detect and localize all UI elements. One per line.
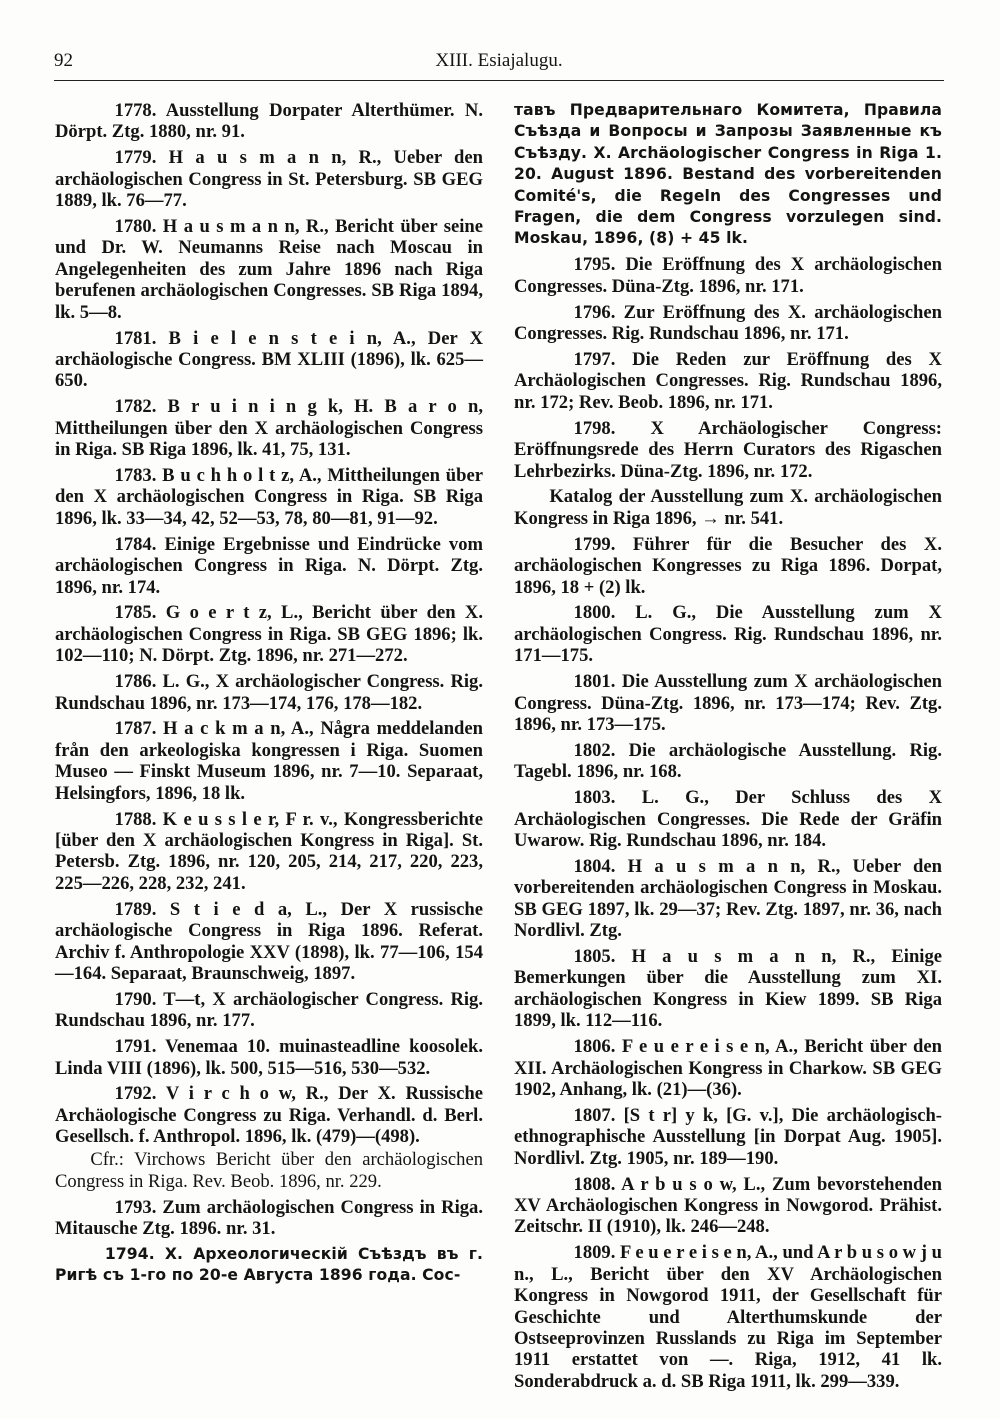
bib-entry-1788: 1788. K e u s s l e r, F r. v., Kongressberichte [über den X archäologischen Kongress in Riga]. St. Petersb. Ztg. 1896, nr. 120, 205, 214, 217, 220, 223, 225—226, 228, 232, 241.: [55, 808, 483, 894]
left-column: [55, 100, 483, 1291]
bib-entry-1796: 1796. Zur Eröffnung des X. archäologischen Congresses. Rig. Rundschau 1896, nr. 171.: [514, 301, 942, 345]
bib-entry-1792: 1792. V i r c h o w, R., Der X. Russische Archäologische Congress zu Riga. Verhandl. d. Berl. Gesellsch. f. Anthropol. 1896, lk. (479)—(498).: [55, 1083, 483, 1148]
bib-entry-1803: 1803. L. G., Der Schluss des X Archäologischen Congresses. Die Rede der Gräfin Uwarow. Rig. Rundschau 1896, nr. 184.: [514, 787, 942, 851]
bib-entry-1804: 1804. H a u s m a n n, R., Ueber den vorbereitenden archäologischen Congress in Moskau. SB GEG 1897, lk. 29—37; Rev. Ztg. 1897, nr. 36, nach Nordlivl. Ztg.: [514, 855, 942, 942]
bib-entry-1787: 1787. H a c k m a n, A., Några meddelanden från den arkeologiska kongressen i Riga. Suomen Museo — Finskt Museum 1896, nr. 7—10. Separaat, Helsingfors, 1896, 18 lk.: [55, 718, 483, 804]
bib-entry-1789: 1789. S t i e d a, L., Der X russische archäologische Congress in Riga 1896. Referat. Archiv f. Anthropologie XXV (1898), lk. 77—106, 154—164. Separaat, Braunschweig, 1897.: [55, 898, 483, 984]
bib-entry-1785: 1785. G o e r t z, L., Bericht über den X. archäologischen Congress in Riga. SB GEG 1896; lk. 102—110; N. Dörpt. Ztg. 1896, nr. 271—272.: [55, 602, 483, 667]
bib-entry-1781: 1781. B i e l e n s t e i n, A., Der X archäologische Congress. BM XLIII (1896), lk. 625—650.: [55, 327, 483, 392]
bib-entry-1807: 1807. [S t r] y k, [G. v.], Die archäologisch-ethnographische Ausstellung [in Dorpat Aug. 1905]. Nordlivl. Ztg. 1905, nr. 189—190.: [514, 1104, 942, 1169]
bib-entry-1780: 1780. H a u s m a n n, R., Bericht über seine und Dr. W. Neumanns Reise nach Moscau in Angelegenheiten des zum Jahre 1896 nach Riga berufenen archäologischen Congresses. SB Riga 1894, lk. 5—8.: [55, 216, 483, 323]
bib-entry-1791: 1791. Venemaa 10. muinasteadline koosolek. Linda VIII (1896), lk. 500, 515—516, 530—532.: [55, 1036, 483, 1079]
bib-entry-1798: 1798. X Archäologischer Congress: Eröffnungsrede des Herrn Curators des Rigaschen Lehrbezirks. Düna-Ztg. 1896, nr. 172.: [514, 417, 942, 482]
bib-entry-1782: 1782. B r u i n i n g k, H. B a r o n, Mittheilungen über den X archäologischen Congress in Riga. SB Riga 1896, lk. 41, 75, 131.: [55, 396, 483, 461]
page-number: 92: [54, 50, 73, 71]
bib-entry-1778: 1778. Ausstellung Dorpater Alterthümer. N. Dörpt. Ztg. 1880, nr. 91.: [55, 100, 483, 143]
bib-entry-1799: 1799. Führer für die Besucher des X. archäologischen Kongresses zu Riga 1896. Dorpat, 1896, 18 + (2) lk.: [514, 533, 942, 598]
bib-entry-1797: 1797. Die Reden zur Eröffnung des X Archäologischen Congresses. Rig. Rundschau 1896, nr. 172; Rev. Beob. 1896, nr. 171.: [514, 348, 942, 413]
bib-entry-1808: 1808. A r b u s o w, L., Zum bevorstehenden XV Archäologischen Kongress in Nowgorod. Prähist. Zeitschr. II (1910), lk. 246—248.: [514, 1173, 942, 1238]
bib-entry-1801: 1801. Die Ausstellung zum X archäologischen Congress. Düna-Ztg. 1896, nr. 173—174; Rev. Ztg. 1896, nr. 173—175.: [514, 671, 942, 735]
bib-entry-1802: 1802. Die archäologische Ausstellung. Rig. Tagebl. 1896, nr. 168.: [514, 739, 942, 783]
catalog-cross-reference: Katalog der Ausstellung zum X. archäologischen Kongress in Riga 1896, → nr. 541.: [514, 486, 942, 529]
running-head: XIII. Esiajalugu.: [435, 50, 563, 71]
bib-entry-1790: 1790. T—t, X archäologischer Congress. Rig. Rundschau 1896, nr. 177.: [55, 988, 483, 1032]
page-header: [54, 40, 944, 80]
bib-entry-1786: 1786. L. G., X archäologischer Congress. Rig. Rundschau 1896, nr. 173—174, 176, 178—182.: [55, 671, 483, 714]
bib-entry-1809: 1809. F e u e r e i s e n, A., und A r b u s o w j u n., L., Bericht über den XV Archäologischen Kongress in Nowgorod 1911, der Gesellschaft für Geschichte und Alterthumskunde der Ostseeprovinzen Russlands zu Riga im September 1911 erstattet von —. Riga, 1912, 41 lk. Sonderabdruck a. d. SB Riga 1911, lk. 299—339.: [514, 1242, 942, 1392]
right-column: [514, 100, 942, 1397]
bib-entry-1779: 1779. H a u s m a n n, R., Ueber den archäologischen Congress in St. Petersburg. SB GEG 1889, lk. 76—77.: [55, 147, 483, 212]
bib-entry-1783: 1783. B u c h h o l t z, A., Mittheilungen über den X archäologischen Congress in Riga. SB Riga 1896, lk. 33—34, 42, 52—53, 78, 80—81, 91—92.: [55, 465, 483, 529]
cross-reference-note: Cfr.: Virchows Bericht über den archäologischen Congress in Riga. Rev. Beob. 1896, nr. 229.: [55, 1149, 483, 1192]
bib-entry-1795: 1795. Die Eröffnung des X archäologischen Congresses. Düna-Ztg. 1896, nr. 171.: [514, 254, 942, 297]
bib-entry-1800: 1800. L. G., Die Ausstellung zum X archäologischen Congress. Rig. Rundschau 1896, nr. 171—175.: [514, 602, 942, 667]
bib-entry-1784: 1784. Einige Ergebnisse und Eindrücke vom archäologischen Congress in Riga. N. Dörpt. Ztg. 1896, nr. 174.: [55, 533, 483, 598]
bib-entry-1805: 1805. H a u s m a n n, R., Einige Bemerkungen über die Ausstellung zum XI. archäologischen Kongress in Kiew 1899. SB Riga 1899, lk. 112—116.: [514, 946, 942, 1032]
header-rule: [54, 80, 944, 81]
bib-entry-1806: 1806. F e u e r e i s e n, A., Bericht über den XII. Archäologischen Kongress in Charkow. SB GEG 1902, Anhang, lk. (21)—(36).: [514, 1036, 942, 1100]
bib-entry-1794-continued: тавъ Предварительнаго Комитета, Правила Съѣзда и Вопросы и Запрозы Заявленные къ Съѣзду. X. Archäologischer Congress in Riga 1. 20. August 1896. Bestand des vorbereitenden Comité's, die Regeln des Congresses und Fragen, die dem Congress vorzulegen sind. Moskau, 1896, (8) + 45 lk.: [514, 101, 942, 248]
bib-entry-1793: 1793. Zum archäologischen Congress in Riga. Mitausche Ztg. 1896. nr. 31.: [55, 1196, 483, 1239]
bib-entry-1794: 1794. Х. Археологическій Съѣздъ въ г. Ригѣ съ 1-го по 20-е Августа 1896 года. Сос-: [55, 1244, 483, 1285]
